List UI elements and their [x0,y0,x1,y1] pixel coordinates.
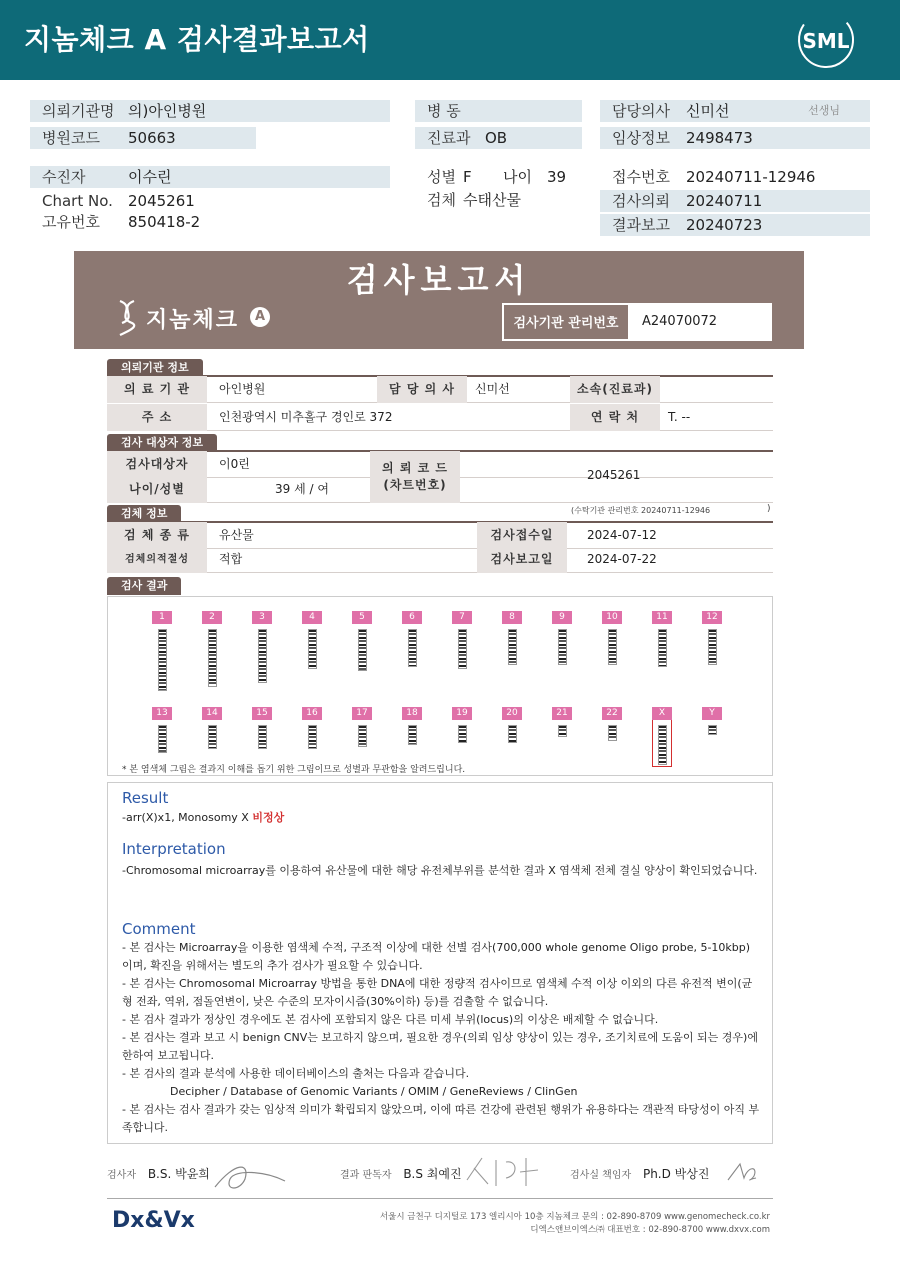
clinical-info-field [600,127,870,149]
inst-addr-value: 인천광역시 미추홀구 경인로 372 [219,410,393,424]
genomecheck-logo [112,297,332,337]
chromosome-bands [708,725,717,735]
chromosome-2 [202,611,222,687]
age-value: 39 [547,168,567,186]
ward-field [415,100,582,122]
chromosome-1 [152,611,172,691]
sml-logo-text: SML [802,29,850,53]
chromosome-bands [358,725,367,747]
spec-row-1 [107,522,773,549]
inst-addr-label: 주 소 [107,404,207,431]
inst-name-value: 아인병원 [219,382,266,396]
dna-icon [112,297,142,337]
inst-doctor-label: 담 당 의 사 [377,376,467,403]
dxvx-logo: Dx&Vx [112,1208,195,1233]
chromosome-label: 19 [452,707,472,720]
chromosome-bands [358,629,367,671]
chart-no-value: 2045261 [128,192,195,210]
patient-field [30,166,390,188]
chromosome-15 [252,707,272,749]
footer-line-2: 디엑스앤브이엑스㈜ 대표번호 : 02-890-8700 www.dxvx.com [530,1225,770,1235]
report-date-value: 20240723 [686,216,763,234]
subject-agesex-value: 39 세 / 여 [275,482,329,496]
chromosome-bands [508,725,517,743]
chromosome-label: 13 [152,707,172,720]
mgmt-number-label: 검사기관 관리번호 [502,303,630,341]
director-label: 검사실 책임자 [570,1170,632,1181]
chromosome-21 [552,707,572,737]
request-date-label: 검사의뢰 [612,192,670,210]
chromosome-label: 1 [152,611,172,624]
request-date-field [600,190,870,212]
inst-contact-label: 연 락 처 [570,404,660,431]
report-title: 검사보고서 [346,261,532,299]
interpretation-heading: Interpretation [122,840,226,858]
karyotype-ideogram [107,596,773,776]
chromosome-3 [252,611,272,683]
chromosome-X [652,707,672,765]
sex-age-field [415,166,582,188]
specimen-field [415,189,582,211]
chromosome-label: 21 [552,707,572,720]
chromosome-label: 17 [352,707,372,720]
comment-item: - 본 검사는 결과 보고 시 benign CNV는 보고하지 않으며, 필요한 경우(의뢰 임상 양상이 있는 경우, 조기치료에 도움이 되는 경우)에 한하여 보고됩니다. [122,1031,758,1062]
chromosome-bands [408,725,417,745]
chromosome-bands [608,725,617,741]
section-institution-tab: 의뢰기관 정보 [107,359,203,377]
spec-receipt-label: 검사접수일 [477,522,567,549]
karyotype-note: * 본 염색체 그림은 결과지 이해를 돕기 위한 그림이므로 성별과 무관함을 알려드립니다. [122,765,466,775]
chromosome-bands [458,629,467,669]
report-date-field [600,214,870,236]
result-text: -arr(X)x1, Monosomy X [122,811,249,824]
spec-type-label: 검 체 종 류 [107,522,207,549]
chromosome-label: 12 [702,611,722,624]
director-name: Ph.D 박상진 [642,1167,710,1181]
sex-value: F [463,168,472,186]
section-subject-tab: 검사 대상자 정보 [107,434,217,452]
chromosome-label: 14 [202,707,222,720]
chromosome-bands [408,629,417,667]
institution-value: 의)아인병원 [128,102,207,120]
subject-note: (수탁기관 관리번호 20240711-12946 [571,506,711,515]
spec-row-2 [107,546,773,573]
chromosome-14 [202,707,222,749]
result-line [122,809,762,827]
unique-no-label: 고유번호 [42,213,100,231]
chromosome-bands [558,629,567,665]
chromosome-5 [352,611,372,671]
comment-heading: Comment [122,920,196,938]
subject-code-label [370,451,460,503]
inst-dept-label: 소속(진료과) [570,376,660,403]
chromosome-7 [452,611,472,669]
chromosome-9 [552,611,572,665]
tester-name: B.S. 박윤희 [147,1167,210,1181]
chromosome-label: 18 [402,707,422,720]
age-label: 나이 [503,168,532,186]
chromosome-label: 22 [602,707,622,720]
chromosome-bands [258,725,267,749]
request-date-value: 20240711 [686,192,763,210]
chromosome-10 [602,611,622,665]
doctor-value: 신미선 [686,102,730,120]
doctor-field [600,100,870,122]
report-date-label: 결과보고 [612,216,670,234]
subject-note-close: ) [767,504,771,514]
chromosome-bands [308,725,317,749]
tester-label: 검사자 [107,1170,136,1181]
mgmt-number-box [502,303,772,341]
page-title: 지놈체크 A 검사결과보고서 [24,23,370,56]
chromosome-bands [558,725,567,737]
subject-code-label-line1: 의 뢰 코 드 [382,461,448,475]
chromosome-bands [308,629,317,669]
chromosome-bands [708,629,717,665]
chromosome-20 [502,707,522,743]
spec-report-label: 검사보고일 [477,546,567,573]
results-panel [107,782,773,1144]
chromosome-13 [152,707,172,753]
chromosome-label: 2 [202,611,222,624]
chromosome-label: 10 [602,611,622,624]
interpretation-text: -Chromosomal microarray를 이용하여 유산물에 대한 해당 유전체부위를 분석한 결과 X 염색체 전체 결실 양상이 확인되었습니다. [122,864,758,877]
patient-value: 이수린 [128,168,172,186]
chromosome-12 [702,611,722,665]
inst-dept-value [660,376,773,403]
footer-divider [107,1198,773,1199]
sex-label: 성별 [427,168,456,186]
brand-text: 지놈체크 [146,308,240,333]
chromosome-17 [352,707,372,747]
spec-receipt-value: 2024-07-12 [587,528,657,542]
chromosome-bands [158,725,167,753]
inst-name-label: 의 료 기 관 [107,376,207,403]
spec-adequacy-value: 적합 [219,552,243,566]
chromosome-label: 5 [352,611,372,624]
reviewer-label: 결과 판독자 [340,1170,392,1181]
chromosome-label: 7 [452,611,472,624]
brand-badge: A [250,307,270,327]
footer-contact [340,1211,770,1237]
comment-item: - 본 검사 결과가 정상인 경우에도 본 검사에 포함되지 않은 다른 미세 부위(locus)의 이상은 배제할 수 없습니다. [122,1013,659,1026]
result-heading: Result [122,789,169,807]
chromosome-bands [258,629,267,683]
chromosome-bands [508,629,517,665]
subject-code-value: 2045261 [587,468,641,482]
hospital-code-label: 병원코드 [42,129,100,147]
result-flag: 비정상 [252,811,285,824]
comment-item: - 본 검사의 결과 분석에 사용한 데이터베이스의 출처는 다음과 같습니다. [122,1067,470,1080]
chromosome-label: 4 [302,611,322,624]
inst-contact-value: T. -- [668,410,691,424]
spec-report-value: 2024-07-22 [587,552,657,566]
tester-signature [107,1165,210,1182]
specimen-value: 수태산물 [463,191,521,209]
chromosome-label: 9 [552,611,572,624]
spec-adequacy-label: 검체의적절성 [107,546,207,573]
ward-label: 병 동 [427,102,461,120]
chromosome-label: Y [702,707,722,720]
reviewer-signature [340,1165,462,1182]
report-card-header [74,251,804,349]
clinical-info-value: 2498473 [686,129,753,147]
comment-item: - 본 검사는 Chromosomal Microarray 방법을 통한 DNA에 대한 정량적 검사이므로 염색체 수적 이상 이외의 다른 유전적 변이(균형 전좌, 역위, 점돌연변이, 낮은 수준의 모자이시즘(30%이하) 등)를 검출할 수 없습니다. [122,977,753,1008]
chromosome-bands [458,725,467,743]
receipt-no-value: 20240711-12946 [686,168,816,186]
chromosome-11 [652,611,672,667]
chromosome-label: 16 [302,707,322,720]
department-label: 진료과 [427,129,471,147]
subject-name-value: 이0린 [219,457,250,471]
report-header-bar [0,0,900,80]
comment-item: - 본 검사는 검사 결과가 갖는 임상적 의미가 확립되지 않았으며, 이에 따른 건강에 관련된 행위가 유용하다는 객관적 타당성이 아직 부족합니다. [122,1103,760,1134]
chromosome-19 [452,707,472,743]
chromosome-label: 15 [252,707,272,720]
chromosome-8 [502,611,522,665]
sml-logo-icon [790,8,862,72]
spec-type-value: 유산물 [219,528,254,542]
director-signature [570,1165,709,1182]
handwritten-signature-2 [462,1150,552,1194]
footer-line-1: 서울시 금천구 디지털로 173 엘리시아 10층 지놈체크 문의 : 02-890-8709 www.genomecheck.co.kr [379,1212,770,1222]
subject-agesex-label: 나이/성별 [107,476,207,503]
subject-name-label: 검사대상자 [107,451,207,478]
chromosome-bands [158,629,167,691]
clinical-info-label: 임상정보 [612,129,670,147]
chromosome-label: 6 [402,611,422,624]
chart-no-label: Chart No. [42,192,113,210]
institution-field [30,100,390,122]
handwritten-signature-1 [205,1157,295,1197]
chart-no-field [30,190,390,212]
receipt-no-label: 접수번호 [612,168,670,186]
chromosome-bands [208,629,217,687]
chromosome-18 [402,707,422,745]
comment-item: - 본 검사는 Microarray을 이용한 염색체 수적, 구조적 이상에 대한 선별 검사(700,000 whole genome Oligo probe, 5-10kbp) 이며, 확진을 위해서는 별도의 추가 검사가 필요할 수 있습니다. [122,941,751,972]
subject-code-label-line2: (차트번호) [383,478,447,492]
chromosome-label: 3 [252,611,272,624]
specimen-label: 검체 [427,191,456,209]
patient-label: 수진자 [42,168,86,186]
hospital-code-value: 50663 [128,129,176,147]
hospital-code-field [30,127,256,149]
chromosome-bands [658,725,667,765]
chromosome-label: X [652,707,672,720]
comment-list [122,939,762,1137]
department-value: OB [485,129,508,147]
chromosome-22 [602,707,622,741]
inst-doctor-value: 신미선 [475,382,510,396]
chromosome-label: 20 [502,707,522,720]
chromosome-label: 11 [652,611,672,624]
doctor-suffix: 선생님 [808,104,840,117]
handwritten-signature-3 [726,1160,762,1186]
chromosome-bands [608,629,617,665]
comment-item: Decipher / Database of Genomic Variants / OMIM / GeneReviews / ClinGen [170,1085,578,1098]
chromosome-16 [302,707,322,749]
mgmt-number-value: A24070072 [642,314,718,329]
section-result-tab: 검사 결과 [107,577,181,595]
institution-label: 의뢰기관명 [42,102,115,120]
chromosome-label: 8 [502,611,522,624]
chromosome-Y [702,707,722,735]
section-specimen-tab: 검체 정보 [107,505,181,523]
unique-no-field [30,211,390,233]
inst-row-2 [107,404,773,431]
chromosome-4 [302,611,322,669]
unique-no-value: 850418-2 [128,213,201,231]
chromosome-6 [402,611,422,667]
chromosome-bands [658,629,667,667]
receipt-no-field [600,166,870,188]
department-field [415,127,582,149]
chromosome-bands [208,725,217,749]
doctor-label: 담당의사 [612,102,670,120]
reviewer-name: B.S 최예진 [403,1167,462,1181]
inst-row-1 [107,376,773,403]
